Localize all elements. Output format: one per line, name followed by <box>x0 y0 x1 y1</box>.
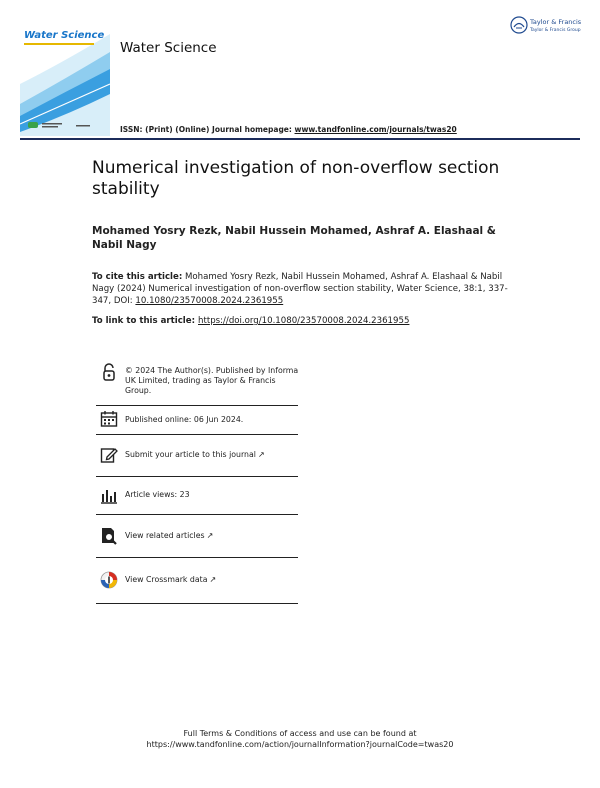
cite-label: To cite this article: <box>92 272 183 282</box>
views-text: Article views: 23 <box>125 490 190 499</box>
external-link-icon: ↗ <box>209 575 217 584</box>
cite-text: Mohamed Yosry Rezk, Nabil Hussein Mohamed, Ashraf A. Elashaal & Nabil Nagy (2024) Numerical investigation of non-overflow section stability, Water Science, 38:1, 337-347, DOI: <box>92 272 508 306</box>
publisher-logo[interactable] <box>510 16 586 38</box>
cover-title: Water Science <box>24 30 105 41</box>
publisher-logo-subtext: Taylor & Francis Group <box>530 28 581 33</box>
journal-homepage-link[interactable]: www.tandfonline.com/journals/twas20 <box>294 125 457 134</box>
article-authors: Mohamed Yosry Rezk, Nabil Hussein Mohamed, Ashraf A. Elashaal & Nabil Nagy <box>92 225 496 251</box>
related-item[interactable] <box>96 515 298 558</box>
views-item <box>96 477 298 515</box>
open-access-lock-icon <box>100 363 118 381</box>
footer-url[interactable]: https://www.tandfonline.com/action/journalInformation?journalCode=twas20 <box>146 740 454 749</box>
article-link <box>92 315 512 327</box>
external-link-icon: ↗ <box>257 450 265 459</box>
crossmark-item[interactable] <box>96 558 298 604</box>
license-item[interactable] <box>96 360 298 406</box>
published-item <box>96 406 298 435</box>
license-text: © 2024 The Author(s). Published by Informa UK Limited, trading as Taylor & Francis Group. <box>125 366 299 395</box>
journal-cover-thumbnail <box>20 24 110 136</box>
crossmark-label: View Crossmark data <box>125 575 208 584</box>
publisher-logo-text: Taylor & Francis <box>530 18 582 26</box>
bar-chart-icon <box>100 486 118 504</box>
calendar-icon <box>100 410 118 428</box>
issn-text: ISSN: (Print) (Online) Journal homepage: <box>120 125 295 134</box>
article-title: Numerical investigation of non-overflow section stability <box>92 158 500 199</box>
related-label: View related articles <box>125 531 205 540</box>
link-label: To link to this article: <box>92 316 199 326</box>
footer <box>0 728 600 750</box>
journal-name[interactable]: Water Science <box>120 40 217 56</box>
article-url-link[interactable]: https://doi.org/10.1080/23570008.2024.2361955 <box>198 316 410 326</box>
issn-line <box>120 125 457 134</box>
crossmark-text <box>125 575 300 585</box>
related-text <box>125 531 300 541</box>
footer-terms: Full Terms & Conditions of access and use can be found at <box>183 729 417 738</box>
crossmark-icon <box>100 571 118 589</box>
submit-item[interactable] <box>96 435 298 477</box>
citation <box>92 271 512 307</box>
published-text: Published online: 06 Jun 2024. <box>125 415 244 424</box>
publisher-logo-icon <box>510 16 528 34</box>
edit-icon <box>100 446 118 464</box>
article-info-list <box>96 360 298 604</box>
submit-label: Submit your article to this journal <box>125 450 256 459</box>
document-search-icon <box>100 527 118 545</box>
external-link-icon: ↗ <box>206 531 214 540</box>
submit-text <box>125 450 300 460</box>
doi-link[interactable]: 10.1080/23570008.2024.2361955 <box>135 296 284 306</box>
header-divider <box>20 138 580 140</box>
